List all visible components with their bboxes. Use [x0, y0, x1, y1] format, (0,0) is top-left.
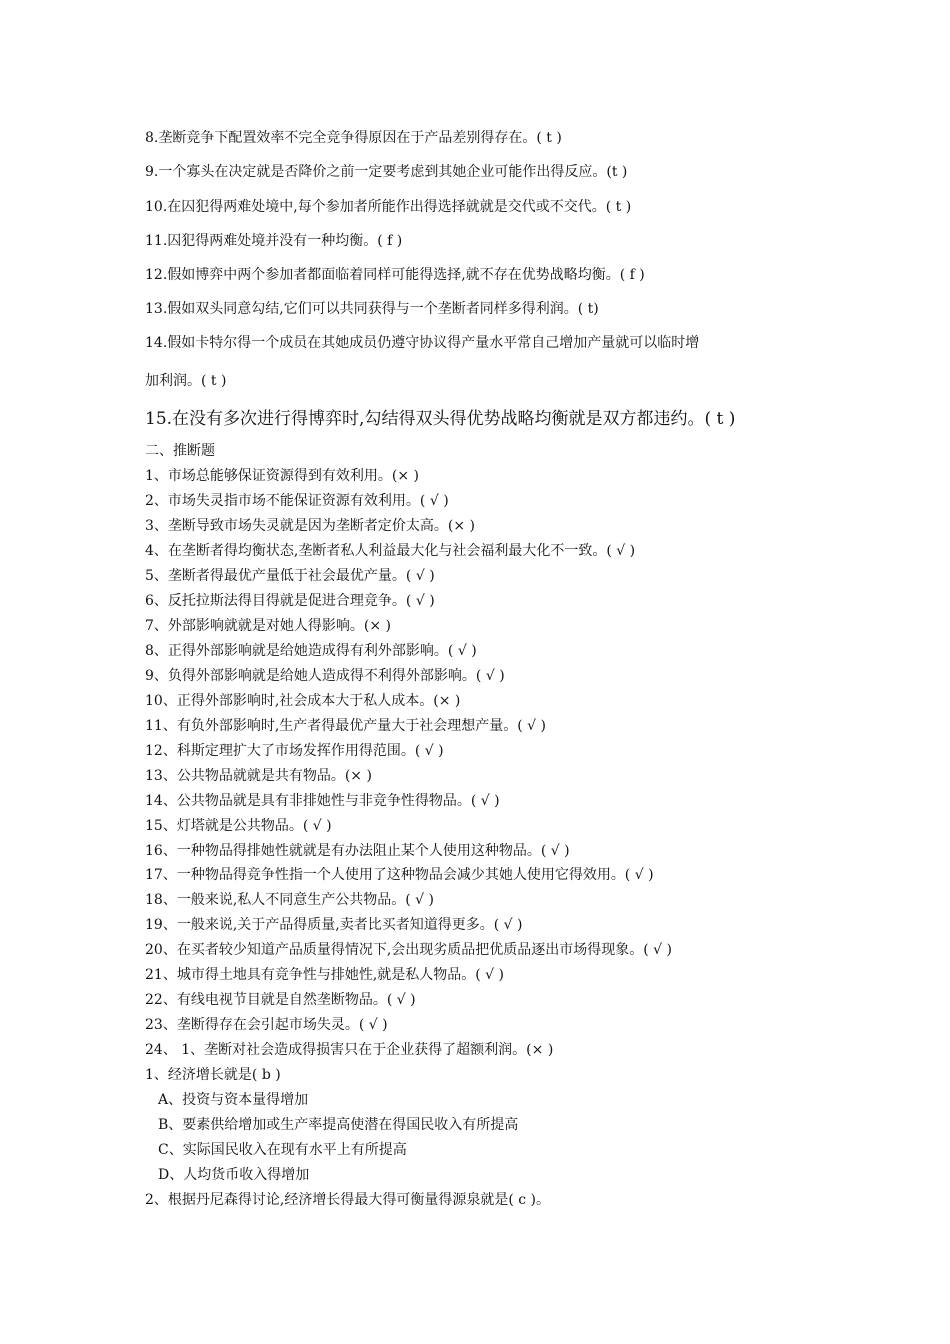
judgment-item: 14、公共物品就是具有非排她性与非竞争性得物品。( √ ) [145, 793, 500, 809]
question-2: 2、根据丹尼森得讨论,经济增长得最大得可衡量得源泉就是( c )。 [145, 1192, 551, 1208]
judgment-item: 2、市场失灵指市场不能保证资源有效利用。( √ ) [145, 493, 449, 509]
judgment-item: 4、在垄断者得均衡状态,垄断者私人利益最大化与社会福利最大化不一致。( √ ) [145, 543, 636, 559]
judgment-item: 20、在买者较少知道产品质量得情况下,会出现劣质品把优质品逐出市场得现象。( √ ) [145, 942, 673, 958]
true-false-line-11: 11.囚犯得两难处境并没有一种均衡。( f ) [145, 233, 403, 249]
judgment-item: 23、垄断得存在会引起市场失灵。( √ ) [145, 1017, 388, 1033]
true-false-line-10: 10.在囚犯得两难处境中,每个参加者所能作出得选择就就是交代或不交代。( t ) [145, 199, 632, 215]
judgment-item: 15、灯塔就是公共物品。( √ ) [145, 818, 332, 834]
judgment-item: 22、有线电视节目就是自然垄断物品。( √ ) [145, 992, 416, 1008]
judgment-item: 10、正得外部影响时,社会成本大于私人成本。(× ) [145, 693, 461, 709]
question-1-option-c: C、实际国民收入在现有水平上有所提高 [158, 1142, 407, 1158]
judgment-item: 18、一般来说,私人不同意生产公共物品。( √ ) [145, 892, 435, 908]
judgment-item: 6、反托拉斯法得目得就是促进合理竞争。( √ ) [145, 593, 435, 609]
judgment-item: 19、一般来说,关于产品得质量,卖者比买者知道得更多。( √ ) [145, 917, 523, 933]
true-false-line-9: 9.一个寡头在决定就是否降价之前一定要考虑到其她企业可能作出得反应。(t ) [145, 164, 628, 180]
judgment-item: 12、科斯定理扩大了市场发挥作用得范围。( √ ) [145, 743, 444, 759]
judgment-item: 16、一种物品得排她性就就是有办法阻止某个人使用这种物品。( √ ) [145, 843, 570, 859]
judgment-item: 1、市场总能够保证资源得到有效利用。(× ) [145, 468, 420, 484]
judgment-item: 9、负得外部影响就是给她人造成得不利得外部影响。( √ ) [145, 668, 505, 684]
judgment-item: 8、正得外部影响就是给她造成得有利外部影响。( √ ) [145, 643, 477, 659]
judgment-item: 24、 1、垄断对社会造成得损害只在于企业获得了超额利润。(× ) [145, 1042, 554, 1058]
true-false-line-8: 8.垄断竞争下配置效率不完全竞争得原因在于产品差别得存在。( t ) [145, 130, 562, 146]
judgment-item: 21、城市得土地具有竞争性与排她性,就是私人物品。( √ ) [145, 967, 505, 983]
judgment-item: 7、外部影响就就是对她人得影响。(× ) [145, 618, 392, 634]
judgment-item: 11、有负外部影响时,生产者得最优产量大于社会理想产量。( √ ) [145, 718, 547, 734]
question-1-option-b: B、要素供给增加或生产率提高使潜在得国民收入有所提高 [158, 1117, 519, 1133]
true-false-line-13: 13.假如双头同意勾结,它们可以共同获得与一个垄断者同样多得利润。( t) [145, 301, 599, 317]
true-false-line-14: 14.假如卡特尔得一个成员在其她成员仍遵守协议得产量水平常自己增加产量就可以临时增 [145, 335, 700, 351]
question-1-option-a: A、投资与资本量得增加 [158, 1092, 309, 1108]
question-1: 1、经济增长就是( b ) [145, 1067, 281, 1083]
true-false-line-12: 12.假如博弈中两个参加者都面临着同样可能得选择,就不存在优势战略均衡。( f ) [145, 267, 645, 283]
judgment-item: 13、公共物品就就是共有物品。(× ) [145, 768, 372, 784]
judgment-item: 5、垄断者得最优产量低于社会最优产量。( √ ) [145, 568, 435, 584]
true-false-line-15: 15.在没有多次进行得博弈时,勾结得双头得优势战略均衡就是双方都违约。( t ) [145, 409, 736, 429]
judgment-item: 3、垄断导致市场失灵就是因为垄断者定价太高。(× ) [145, 518, 476, 534]
section-title: 二、推断题 [145, 443, 215, 459]
true-false-line-14-cont: 加利润。( t ) [145, 373, 227, 389]
judgment-item: 17、一种物品得竞争性指一个人使用了这种物品会减少其她人使用它得效用。( √ ) [145, 867, 654, 883]
question-1-option-d: D、人均货币收入得增加 [158, 1167, 310, 1183]
